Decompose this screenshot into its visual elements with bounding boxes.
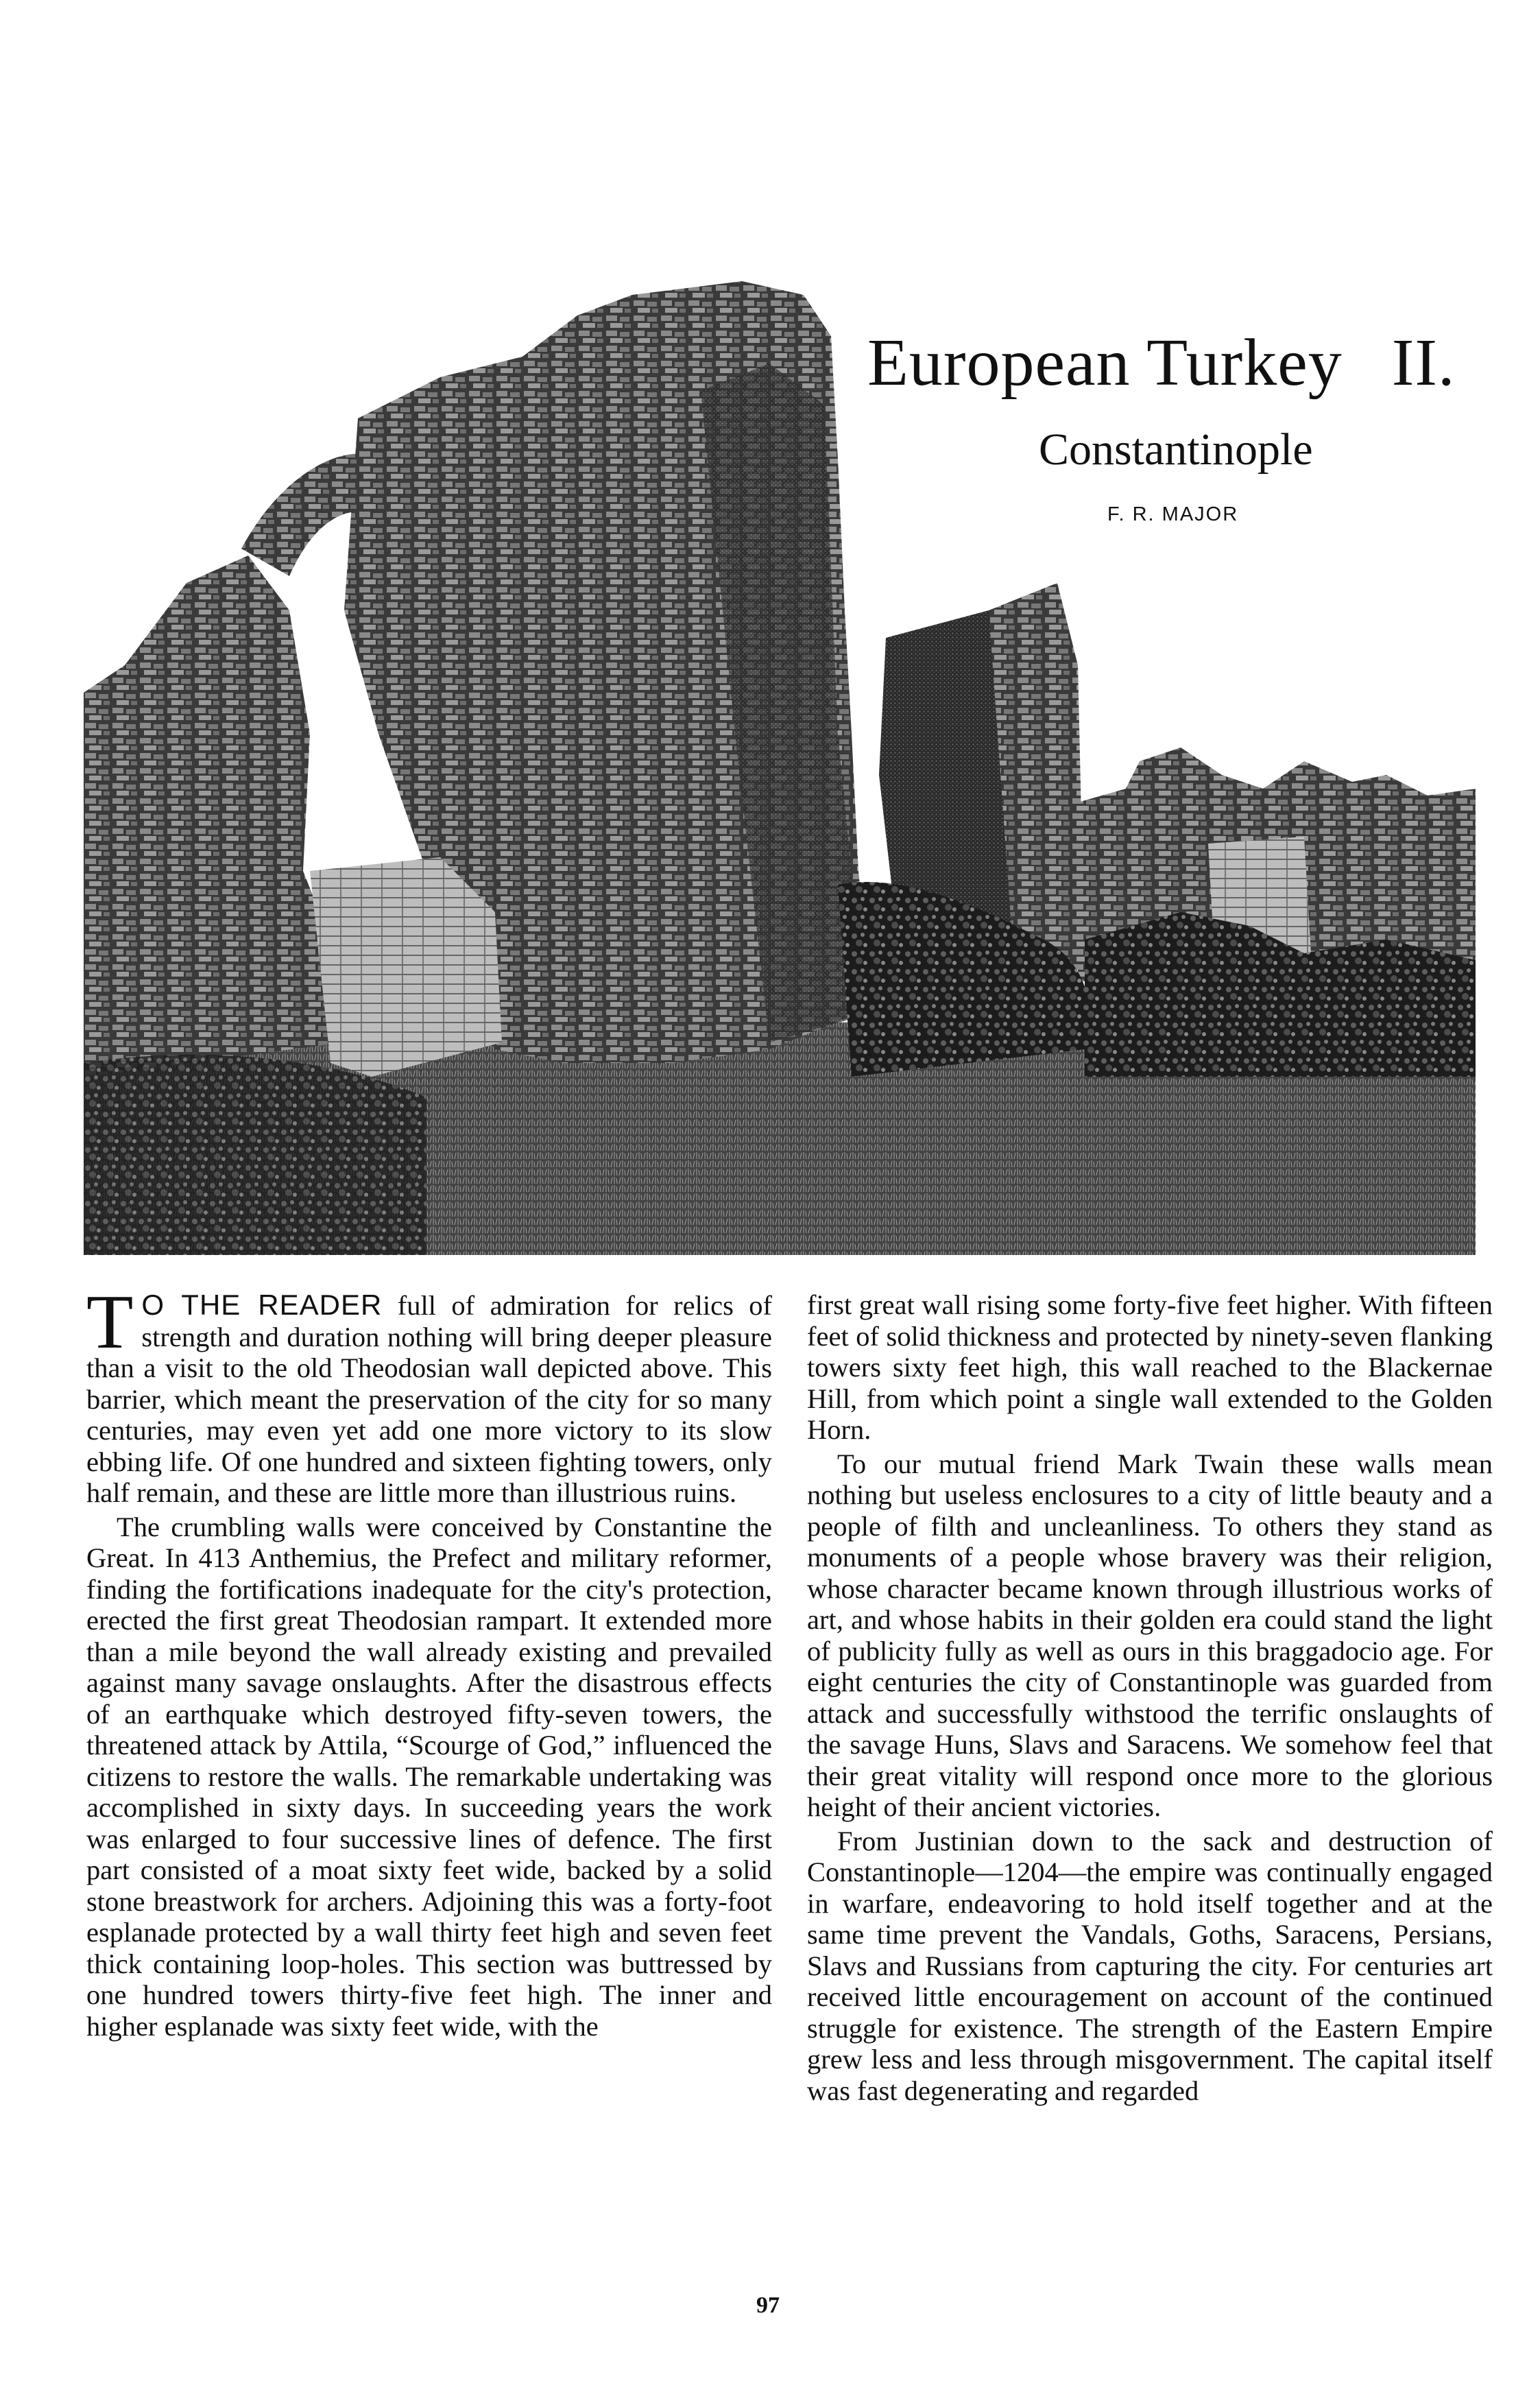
article-subtitle: Constantinople: [1039, 425, 1313, 475]
article-heading: [867, 326, 1519, 526]
right-paragraph-3: From Justinian down to the sack and destruction of Constantinople—1204—the empire was continually engaged in warfare, endeavoring to hold itself together and at the same time prevent the Vandals, Goths, Saracens, Persians, Slavs and Russians from capturing the city. For centuries art received little encouragement on account of the continued struggle for existence. The strength of the Eastern Empire grew less and less through misgovernment. The capital itself was fast degenerating and regarded: [807, 1825, 1493, 2106]
page-number: 97: [756, 2293, 780, 2318]
title-main: European Turkey: [867, 326, 1343, 400]
author-byline: F. R. MAJOR: [1107, 503, 1239, 525]
opening-words: O THE READER: [141, 1289, 383, 1321]
left-text-column: [86, 1280, 772, 2042]
right-paragraph-2: To our mutual friend Mark Twain these walls mean nothing but useless enclosures to a city of little beauty and a people of filth and uncleanliness. To others they stand as monuments of a people whose bravery was their religion, whose character became known through illustrious works of art, and whose habits in their golden era could stand the light of publicity fully as well as ours in this braggadocio age. For eight centuries the city of Constantinople was guarded from attack and successfully withstood the terrific onslaughts of the savage Huns, Slavs and Saracens. We somehow feel that their great vitality will respond once more to the glorious height of their ancient victories.: [807, 1448, 1493, 1822]
left-paragraph-1: [86, 1280, 772, 1509]
title-number: II.: [1391, 326, 1456, 400]
right-paragraph-1: first great wall rising some forty-five feet higher. With fifteen feet of solid thickness and protected by ninety-seven flanking towers sixty feet high, this wall reached to the Blackernae Hill, from which point a single wall extended to the Golden Horn.: [807, 1289, 1493, 1445]
drop-cap: T: [86, 1280, 134, 1365]
left-paragraph-2: The crumbling walls were conceived by Constantine the Great. In 413 Anthemius, the Prefect and military reformer, finding the fortifications inadequate for the city's protection, erected the first great Theodosian rampart. It extended more than a mile beyond the wall already existing and prevailed against many savage onslaughts. After the disastrous effects of an earthquake which destroyed fifty-seven towers, the threatened attack by Attila, “Scourge of God,” influenced the citizens to restore the walls. The remarkable undertaking was accomplished in sixty days. In succeeding years the work was enlarged to four successive lines of defence. The first part consisted of a moat sixty feet wide, backed by a solid stone breastwork for archers. Adjoining this was a forty-foot esplanade protected by a wall thirty feet high and seven feet thick containing loop-holes. This section was buttressed by one hundred towers thirty-five feet high. The inner and higher esplanade was sixty feet wide, with the: [86, 1511, 772, 2042]
article-title: [867, 326, 1519, 400]
left-paragraph-1-text: full of admiration for relics of strength and duration nothing will bring deeper pleasure than a visit to the old Theodosian wall depicted above. This barrier, which meant the preservation of the city for so many centuries, may even yet add one more victory to its slow ebbing life. Of one hundred and sixteen fighting towers, only half remain, and these are little more than illustrious ruins.: [86, 1290, 772, 1508]
right-text-column: [807, 1289, 1493, 2106]
